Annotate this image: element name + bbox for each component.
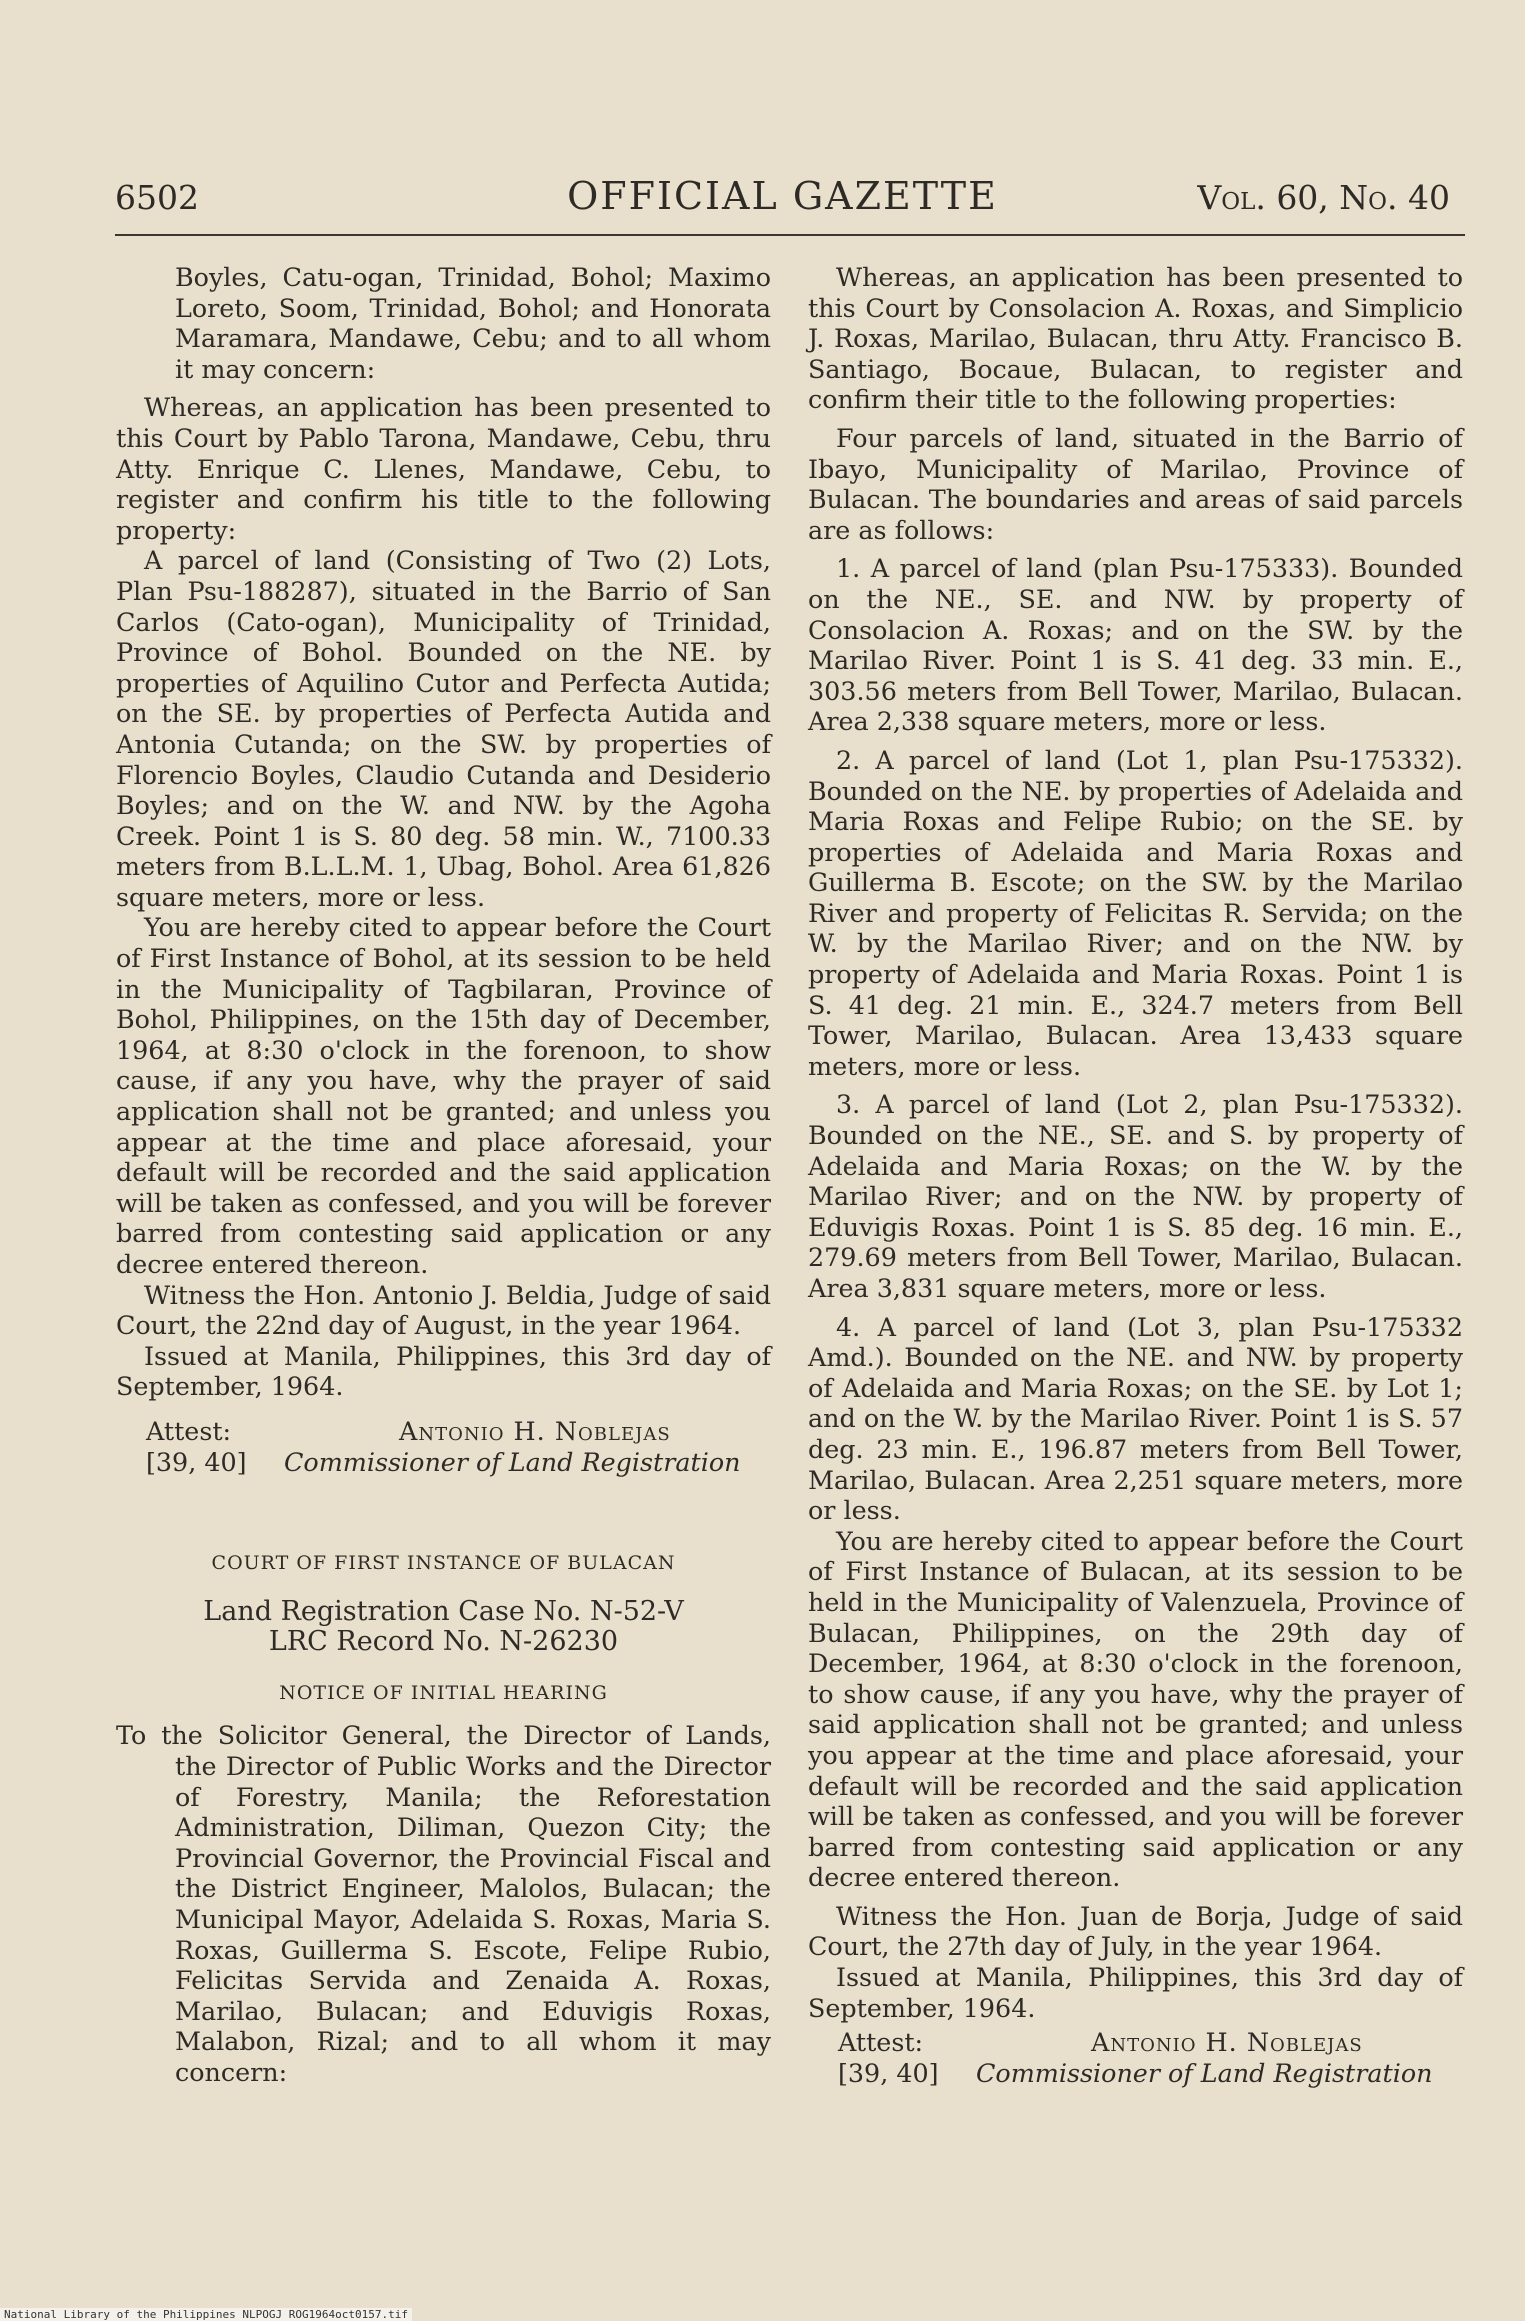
attest-label: Attest:: [838, 2027, 924, 2058]
attest-name: Antonio H. Noblejas: [1091, 2027, 1363, 2058]
attest-label: Attest:: [146, 1415, 232, 1446]
attest-title: Commissioner of Land Registration: [284, 1446, 741, 1477]
application-paragraph: Whereas, an application has been presented to this Court by Consolacion A. Roxas, and Simplicio J. Roxas, Marilao, Bulacan, thru Atty. Francisco B. Santiago, Bocaue, Bulacan, to register and confirm their title to the following properties:: [808, 262, 1463, 415]
header-rule: [115, 234, 1465, 236]
parcel-1: 1. A parcel of land (plan Psu-175333). Bounded on the NE., SE. and NW. by property of Consolacion A. Roxas; and on the SW. by the Marilao River. Point 1 is S. 41 deg. 33 min. E., 303.56 meters from Bell Tower, Marilao, Bulacan. Area 2,338 square meters, more or less.: [808, 553, 1463, 737]
addressee-continuation: Boyles, Catu-ogan, Trinidad, Bohol; Maximo Loreto, Soom, Trinidad, Bohol; and Honorata Maramara, Mandawe, Cebu; and to all whom it may concern:: [175, 262, 771, 384]
parcel-3: 3. A parcel of land (Lot 2, plan Psu-175332). Bounded on the NE., SE. and S. by property of Adelaida and Maria Roxas; on the W. by the Marilao River; and on the NW. by property of Eduvigis Roxas. Point 1 is S. 85 deg. 16 min. E., 279.69 meters from Bell Tower, Marilao, Bulacan. Area 3,831 square meters, more or less.: [808, 1089, 1463, 1303]
right-column: [808, 262, 1463, 2089]
addressee-paragraph: To the Solicitor General, the Director of Lands, the Director of Public Works and the Director of Forestry, Manila; the Reforestation Administration, Diliman, Quezon City; the Provincial Governor, the Provincial Fiscal and the District Engineer, Malolos, Bulacan; the Municipal Mayor, Adelaida S. Roxas, Maria S. Roxas, Guillerma S. Escote, Felipe Rubio, Felicitas Servida and Zenaida A. Roxas, Marilao, Bulacan; and Eduvigis Roxas, Malabon, Rizal; and to all whom it may concern:: [116, 1720, 771, 2087]
parcels-intro: Four parcels of land, situated in the Barrio of Ibayo, Municipality of Marilao, Province of Bulacan. The boundaries and areas of said parcels are as follows:: [808, 422, 1463, 545]
page-number: 6502: [115, 178, 199, 217]
attest-block: [808, 2027, 1463, 2089]
issued-paragraph: Issued at Manila, Philippines, this 3rd day of September, 1964.: [808, 1962, 1463, 2023]
citation-paragraph: You are hereby cited to appear before the Court of First Instance of Bulacan, at its session to be held in the Municipality of Valenzuela, Province of Bulacan, Philippines, on the 29th day of December, 1964, at 8:30 o'clock in the forenoon, to show cause, if any you have, why the prayer of said application shall not be granted; and unless you appear at the time and place aforesaid, your default will be recorded and the said application will be taken as confessed, and you will be forever barred from contesting said application or any decree entered thereon.: [808, 1525, 1463, 1893]
witness-paragraph: Witness the Hon. Juan de Borja, Judge of said Court, the 27th day of July, in the year 1964.: [808, 1900, 1463, 1962]
lrc-record: LRC Record No. N-26230: [268, 1626, 619, 1658]
application-paragraph: Whereas, an application has been presented to this Court by Pablo Tarona, Mandawe, Cebu, thru Atty. Enrique C. Llenes, Mandawe, Cebu, to register and confirm his title to the following property:: [116, 392, 771, 545]
case-number: Land Registration Case No. N-52-V: [203, 1595, 684, 1627]
notice-heading: NOTICE OF INITIAL HEARING: [279, 1681, 608, 1704]
issue-reference: [39, 40]: [146, 1446, 247, 1477]
issued-paragraph: Issued at Manila, Philippines, this 3rd day of September, 1964.: [116, 1340, 771, 1402]
publication-title: OFFICIAL GAZETTE: [567, 174, 998, 218]
attest-title: Commissioner of Land Registration: [976, 2058, 1433, 2089]
left-column: [116, 262, 771, 2087]
court-heading: COURT OF FIRST INSTANCE OF BULACAN: [211, 1551, 676, 1574]
volume-number: Vol. 60, No. 40: [1197, 178, 1450, 217]
scan-footer: National Library of the Philippines NLPOGJ ROG1964oct0157.tif: [0, 2308, 412, 2321]
witness-paragraph: Witness the Hon. Antonio J. Beldia, Judge of said Court, the 22nd day of August, in the year 1964.: [116, 1279, 771, 1341]
page-header: [115, 170, 1450, 230]
issue-reference: [39, 40]: [838, 2058, 939, 2089]
attest-block: [116, 1416, 771, 1478]
attest-name: Antonio H. Noblejas: [399, 1415, 671, 1446]
parcel-2: 2. A parcel of land (Lot 1, plan Psu-175332). Bounded on the NE. by properties of Adelaida and Maria Roxas and Felipe Rubio; on the SE. by properties of Adelaida and Maria Roxas and Guillerma B. Escote; on the SW. by the Marilao River and property of Felicitas R. Servida; on the W. by the Marilao River; and on the NW. by property of Adelaida and Maria Roxas. Point 1 is S. 41 deg. 21 min. E., 324.7 meters from Bell Tower, Marilao, Bulacan. Area 13,433 square meters, more or less.: [808, 744, 1463, 1081]
parcel-4: 4. A parcel of land (Lot 3, plan Psu-175332 Amd.). Bounded on the NE. and NW. by property of Adelaida and Maria Roxas; on the SE. by Lot 1; and on the W. by the Marilao River. Point 1 is S. 57 deg. 23 min. E., 196.87 meters from Bell Tower, Marilao, Bulacan. Area 2,251 square meters, more or less.: [808, 1311, 1463, 1526]
citation-paragraph: You are hereby cited to appear before the Court of First Instance of Bohol, at its session to be held in the Municipality of Tagbilaran, Province of Bohol, Philippines, on the 15th day of December, 1964, at 8:30 o'clock in the forenoon, to show cause, if any you have, why the prayer of said application shall not be granted; and unless you appear at the time and place aforesaid, your default will be recorded and the said application will be taken as confessed, and you will be forever barred from contesting said application or any decree entered thereon.: [116, 912, 771, 1279]
property-description: A parcel of land (Consisting of Two (2) Lots, Plan Psu-188287), situated in the Barrio of San Carlos (Cato-ogan), Municipality of Trinidad, Province of Bohol. Bounded on the NE. by properties of Aquilino Cutor and Perfecta Autida; on the SE. by properties of Perfecta Autida and Antonia Cutanda; on the SW. by properties of Florencio Boyles, Claudio Cutanda and Desiderio Boyles; and on the W. and NW. by the Agoha Creek. Point 1 is S. 80 deg. 58 min. W., 7100.33 meters from B.L.L.M. 1, Ubag, Bohol. Area 61,826 square meters, more or less.: [116, 545, 771, 912]
